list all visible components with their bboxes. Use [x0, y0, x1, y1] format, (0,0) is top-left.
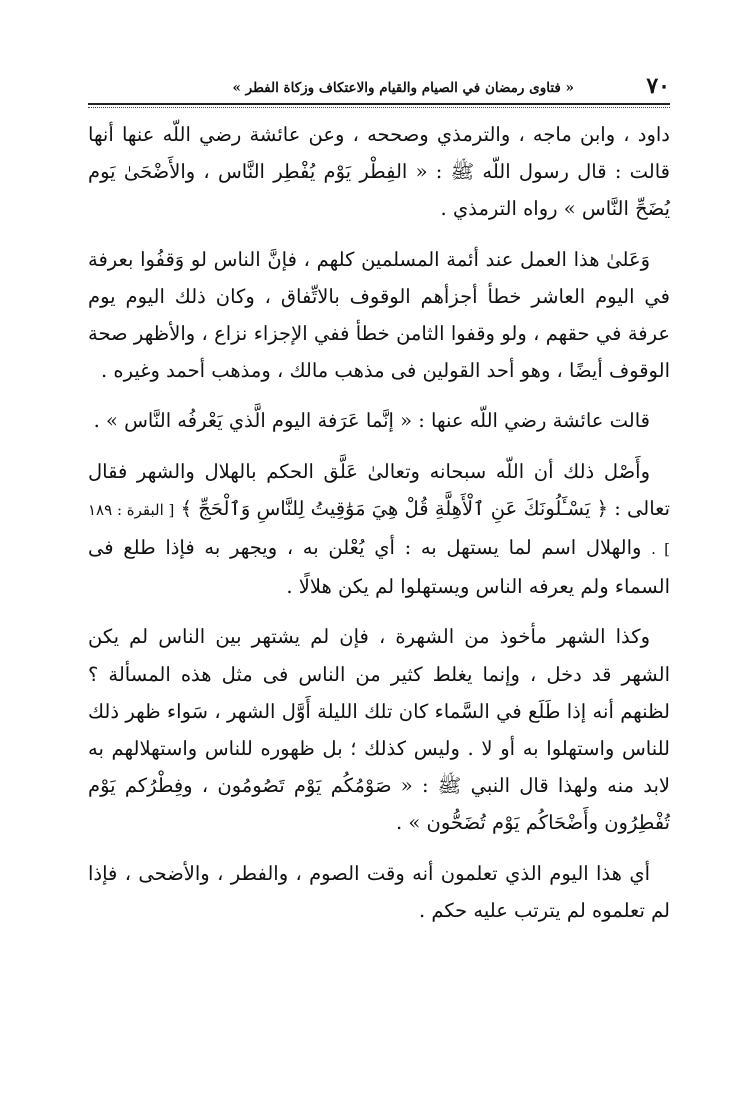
header-rule [88, 103, 670, 105]
paragraph-2: وَعَلىٰ هذا العمل عند أئمة المسلمين كلهم ، فإنَّ الناس لو وَقفُوا بعرفة في اليوم العاشر خطأ أجزأهم الوقوف بالاتِّفاق ، وكان ذلك اليوم يوم عرفة في حقهم ، ولو وقفوا الثامن خطأ ففي الإجزاء نزاع ، والأظهر صحة الوقوف أيضًا ، وهو أحد القولين فى مذهب مالك ، ومذهب أحمد وغيره . [88, 247, 670, 383]
quran-verse: ﴿ يَسْـَٔلُونَكَ عَنِ ٱلْأَهِلَّةِ قُلْ هِيَ مَوَٰقِيتُ لِلنَّاسِ وَٱلْحَجِّ ﴾ [180, 496, 609, 520]
header-dotted-rule [88, 107, 670, 108]
paragraph-4-intro: وأَصْل ذلك أن اللّه سبحانه وتعالىٰ عَلَّق الحكم بالهلال والشهر فقال تعالى : [88, 459, 671, 520]
paragraph-3: قالت عائشة رضي اللّه عنها : « إنَّما عَرَفة اليوم الَّذي يَعْرفُه النَّاس » . [93, 409, 650, 433]
page-number: ٧٠ [646, 73, 670, 99]
page-header [88, 72, 670, 104]
verse-reference: [ البقرة : ١٨٩ ] . [88, 500, 671, 559]
paragraph-6: أي هذا اليوم الذي تعلمون أنه وقت الصوم ، والفطر ، والأضحى ، فإذا لم تعلموه لم يترتب عليه حكم . [88, 861, 670, 922]
body-text [88, 116, 670, 929]
paragraph-4-continuation: والهلال اسم لما يستهل به : أي يُعْلن به ، ويجهر به فإذا طلع فى السماء ولم يعرفه الناس ويستهلوا لم يكن هلالًا . [88, 536, 670, 599]
paragraph-1: داود ، وابن ماجه ، والترمذي وصححه ، وعن عائشة رضي اللّه عنها أنها قالت : قال رسول اللّه ﷺ : « الفِطْر يَوْم يُفْطِر النَّاس ، والأَضْحَىٰ يَوم يُضَحِّ النَّاس » رواه الترمذي . [88, 123, 670, 221]
paragraph-5: وكذا الشهر مأخوذ من الشهرة ، فإن لم يشتهر بين الناس لم يكن الشهر قد دخل ، وإنما يغلط كثير من الناس فى مثل هذه المسألة ؟ لظنهم أنه إذا طَلَع في السَّماء كان تلك الليلة أَوَّل الشهر ، سَواء ظهر ذلك للناس واستهلوا به أو لا . وليس كذلك ؛ بل ظهوره للناس واستهلالهم به لابد منه ولهذا قال النبي ﷺ : « صَوْمُكُم يَوْم تَصُومُون ، وفِطْرُكم يَوْم تُفْطِرُون وأَضْحَاكُم يَوْم تُضَحُّون » . [88, 625, 670, 835]
paragraph-4 [88, 453, 670, 606]
running-title: « فتاوى رمضان في الصيام والقيام والاعتكاف وزكاة الفطر » [232, 80, 574, 96]
